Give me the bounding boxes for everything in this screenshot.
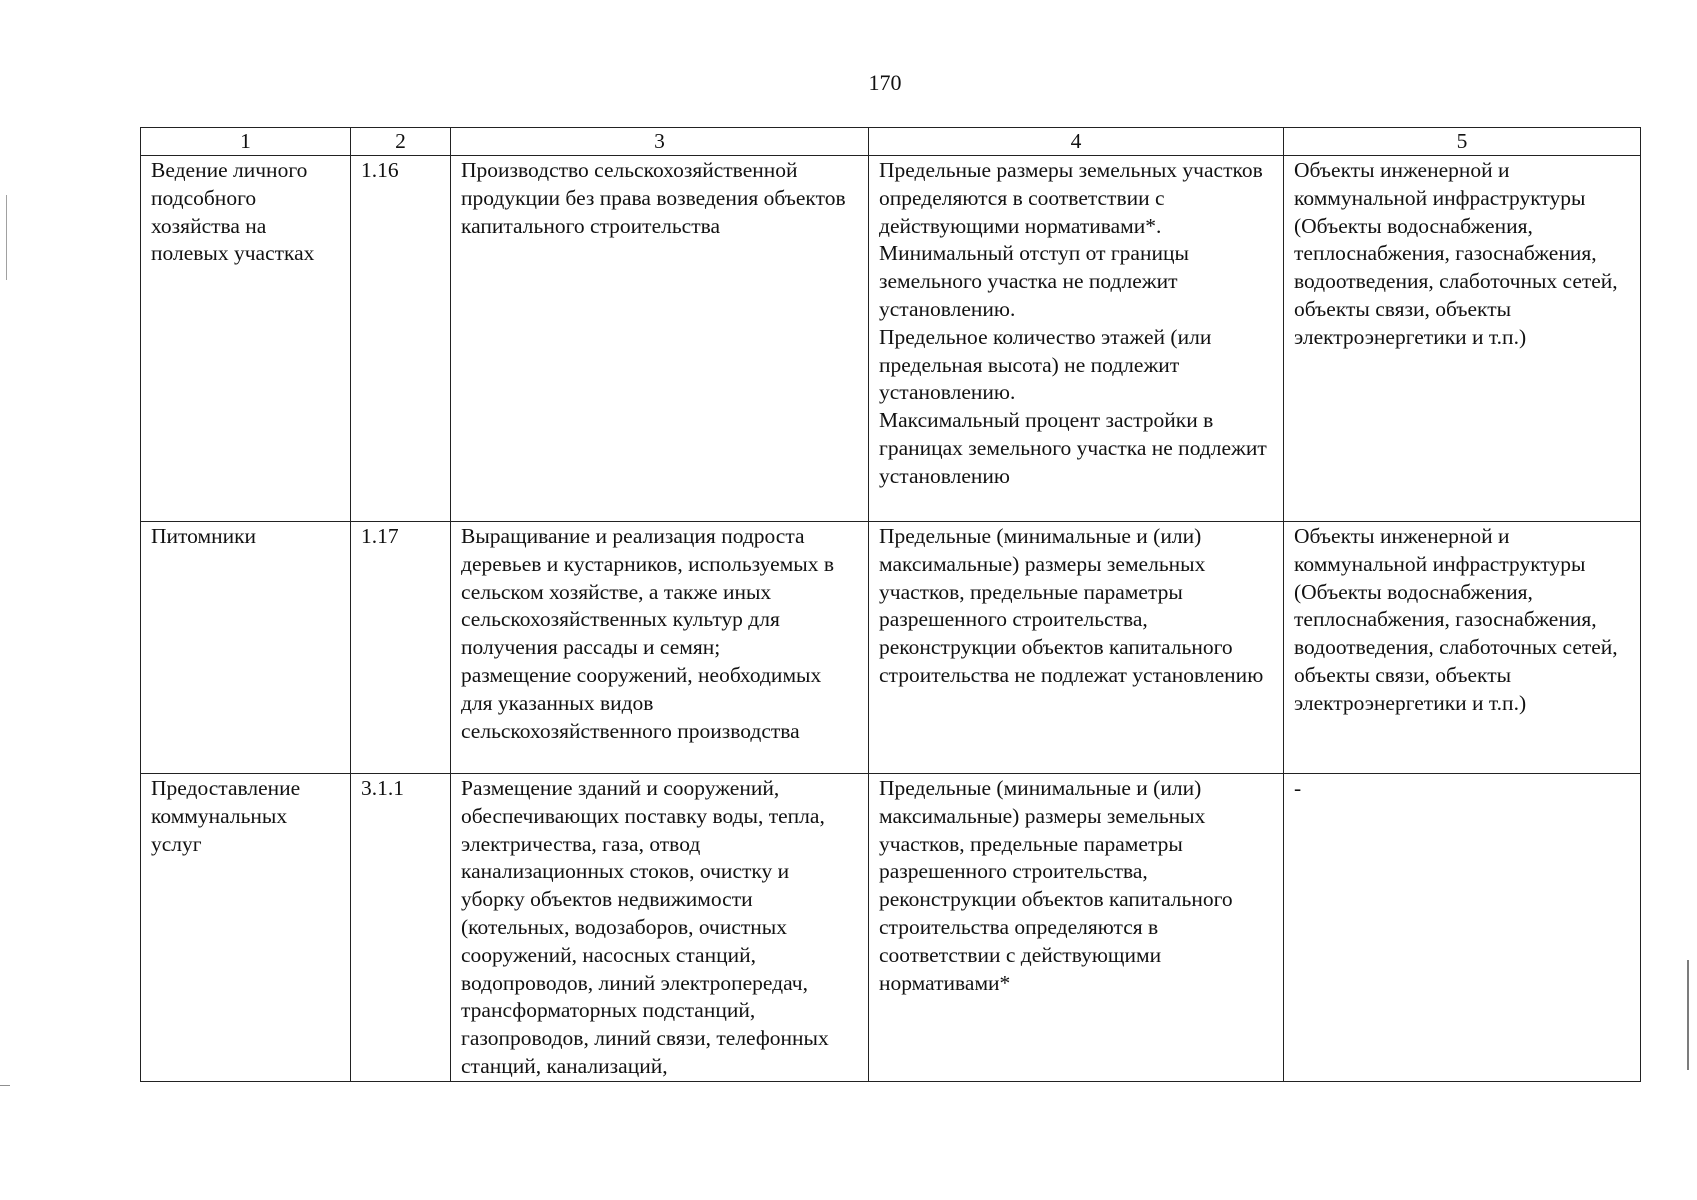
use-type-parameters: Предельные (минимальные и (или) максимальные) размеры земельных участков, предельные параметры разрешенного строительства, реконструкции объектов капитального строительства определяются в соответствии с действующими нормативами* <box>869 774 1284 1082</box>
header-row <box>141 128 1641 156</box>
use-type-parameters: Предельные (минимальные и (или) максимальные) размеры земельных участков, предельные параметры разрешенного строительства, реконструкции объектов капитального строительства не подлежат установлению <box>869 522 1284 774</box>
header-col-3: 3 <box>451 128 869 156</box>
header-col-1: 1 <box>141 128 351 156</box>
use-type-parameters <box>869 156 1284 522</box>
header-col-5: 5 <box>1284 128 1641 156</box>
use-type-name: Питомники <box>141 522 351 774</box>
use-type-description: Размещение зданий и сооружений, обеспечивающих поставку воды, тепла, электричества, газа, отвод канализационных стоков, очистку и уборку объектов недвижимости (котельных, водозаборов, очистных сооружений, насосных станций, водопроводов, линий электропередач, трансформаторных подстанций, газопроводов, линий связи, телефонных станций, канализаций, <box>451 774 869 1082</box>
table-row <box>141 774 1641 1082</box>
zoning-table <box>140 127 1641 1082</box>
use-type-name: Ведение личного подсобного хозяйства на полевых участках <box>141 156 351 522</box>
use-type-objects: Объекты инженерной и коммунальной инфраструктуры (Объекты водоснабжения, теплоснабжения, газоснабжения, водоотведения, слаботочных сетей, объекты связи, объекты электроэнергетики и т.п.) <box>1284 522 1641 774</box>
header-col-2: 2 <box>351 128 451 156</box>
use-type-code: 1.17 <box>351 522 451 774</box>
use-type-objects: Объекты инженерной и коммунальной инфраструктуры (Объекты водоснабжения, теплоснабжения, газоснабжения, водоотведения, слаботочных сетей, объекты связи, объекты электроэнергетики и т.п.) <box>1284 156 1641 522</box>
use-type-code: 3.1.1 <box>351 774 451 1082</box>
page-number: 170 <box>868 70 902 95</box>
parameter-paragraph: Максимальный процент застройки в границах земельного участка не подлежит установлению <box>879 408 1267 488</box>
description-paragraph: размещение сооружений, необходимых для указанных видов сельскохозяйственного производства <box>461 662 822 743</box>
use-type-description: Производство сельскохозяйственной продукции без права возведения объектов капитального строительства <box>451 156 869 522</box>
use-type-code: 1.16 <box>351 156 451 522</box>
use-type-description <box>451 522 869 774</box>
parameter-paragraph: Минимальный отступ от границы земельного участка не подлежит установлению. <box>879 241 1189 321</box>
scan-mark <box>1687 960 1689 1070</box>
table-row <box>141 156 1641 522</box>
table-row <box>141 522 1641 774</box>
description-paragraph: Выращивание и реализация подроста деревьев и кустарников, используемых в сельском хозяйстве, а также иных сельскохозяйственных культур для получения рассады и семян; <box>461 524 835 660</box>
parameter-paragraph: Предельное количество этажей (или предельная высота) не подлежит установлению. <box>879 324 1212 405</box>
use-type-objects: - <box>1284 774 1641 1082</box>
scan-mark <box>6 195 7 280</box>
parameter-paragraph: Предельные размеры земельных участков определяются в соответствии с действующими нормативами*. <box>879 158 1263 238</box>
scan-mark <box>0 1085 10 1086</box>
use-type-name: Предоставление коммунальных услуг <box>141 774 351 1082</box>
header-col-4: 4 <box>869 128 1284 156</box>
